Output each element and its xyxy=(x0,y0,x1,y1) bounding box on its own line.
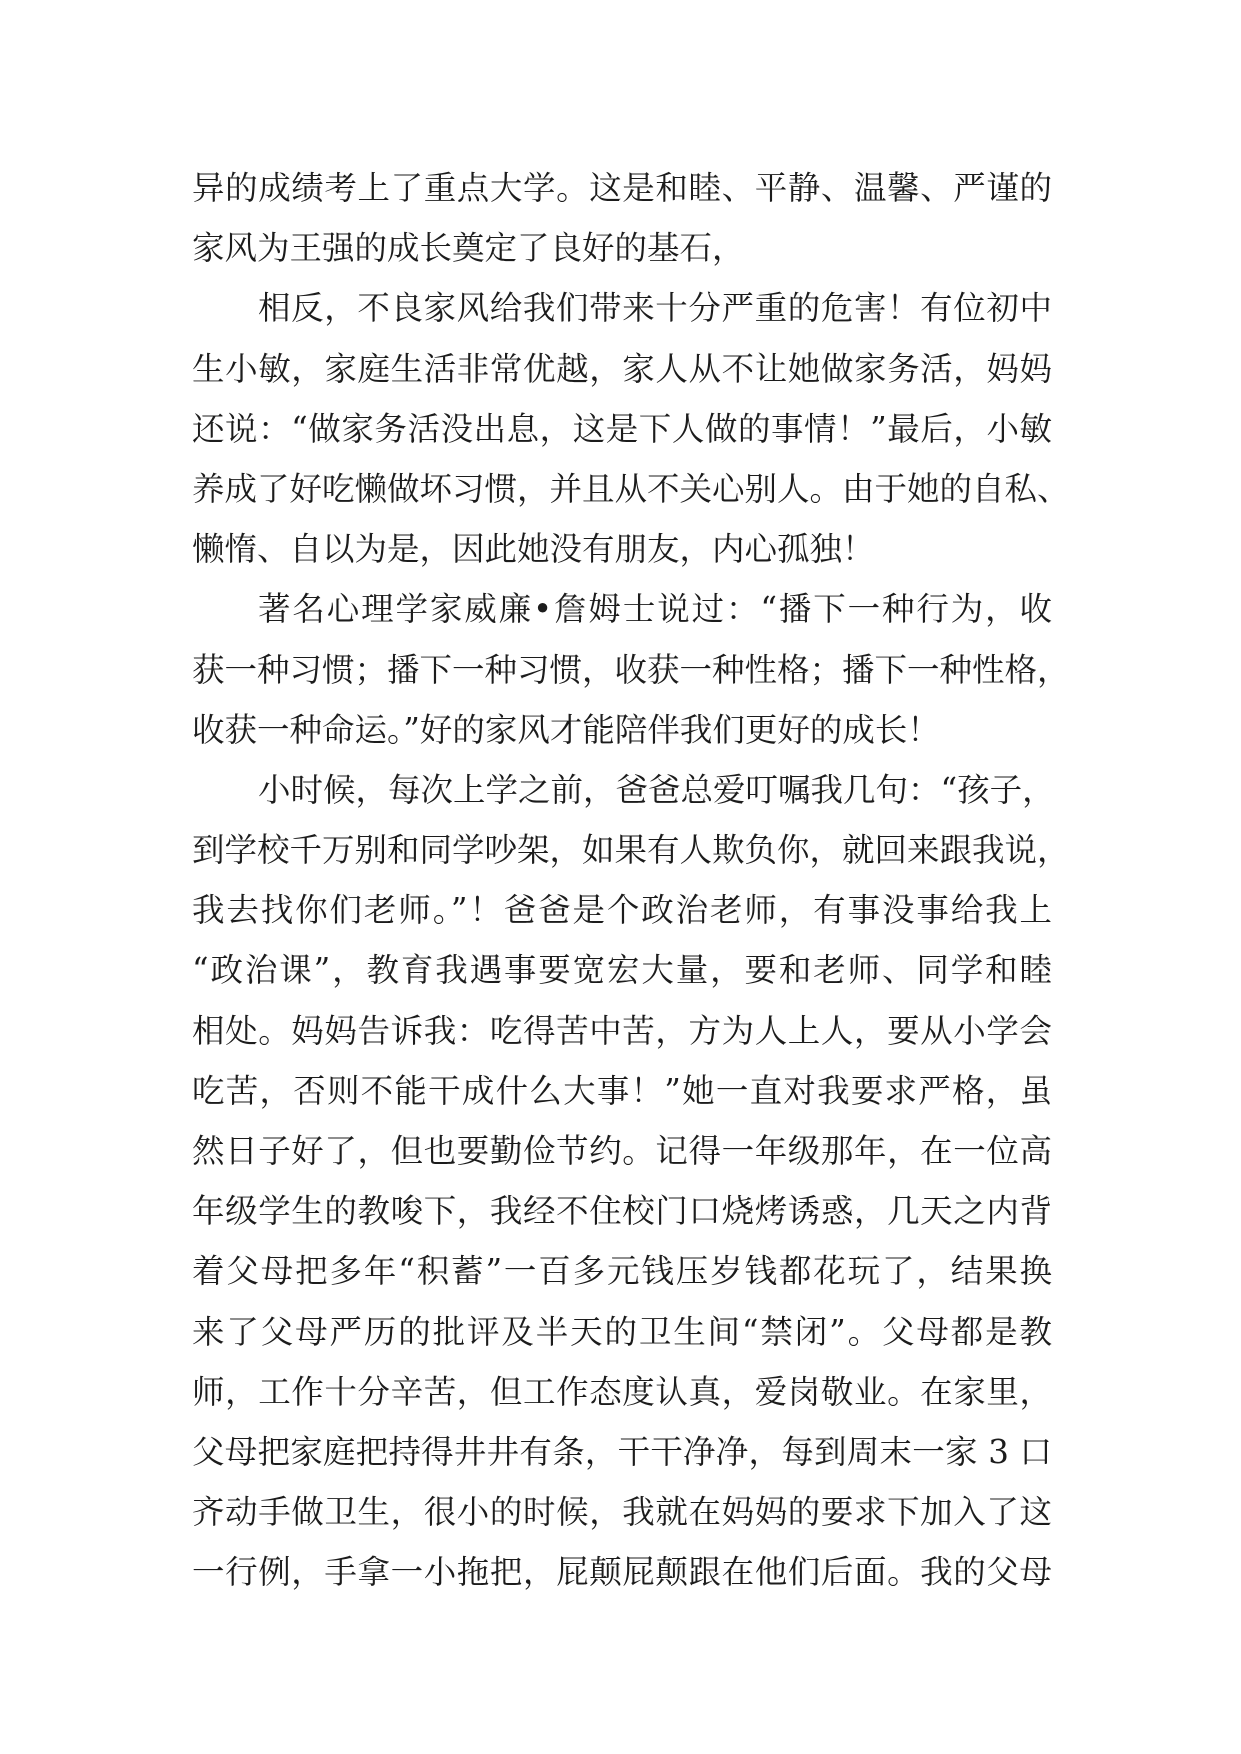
text-line: 懒惰、自以为是，因此她没有朋友，内心孤独！ xyxy=(192,530,875,569)
text-line: 师，工作十分辛苦，但工作态度认真，爱岗敬业。在家里， xyxy=(192,1372,1052,1411)
text-line: “政治课”，教育我遇事要宽宏大量，要和老师、同学和睦 xyxy=(192,951,1052,990)
text-line: 年级学生的教唆下，我经不住校门口烧烤诱惑，几天之内背 xyxy=(192,1192,1052,1231)
text-line: 养成了好吃懒做坏习惯，并且从不关心别人。由于她的自私、 xyxy=(192,469,1070,508)
text-line: 获一种习惯；播下一种习惯，收获一种性格；播下一种性格， xyxy=(192,650,1070,689)
text-line: 着父母把多年“积蓄”一百多元钱压岁钱都花玩了，结果换 xyxy=(192,1252,1052,1291)
paragraph-first-line: 著名心理学家威廉•詹姆士说过：“播下一种行为，收 xyxy=(258,590,1052,629)
text-line: 相处。妈妈告诉我：吃得苦中苦，方为人上人，要从小学会 xyxy=(192,1011,1052,1050)
text-line: 生小敏，家庭生活非常优越，家人从不让她做家务活，妈妈 xyxy=(192,349,1052,388)
text-line: 来了父母严历的批评及半天的卫生间“禁闭”。父母都是教 xyxy=(192,1312,1052,1351)
text-line: 一行例，手拿一小拖把，屁颠屁颠跟在他们后面。我的父母 xyxy=(192,1553,1052,1592)
text-line: 吃苦，否则不能干成什么大事！”她一直对我要求严格，虽 xyxy=(192,1071,1052,1110)
text-line: 到学校千万别和同学吵架，如果有人欺负你，就回来跟我说， xyxy=(192,831,1070,870)
text-line: 收获一种命运。”好的家风才能陪伴我们更好的成长！ xyxy=(192,710,940,749)
text-line: 还说：“做家务活没出息，这是下人做的事情！”最后，小敏 xyxy=(192,409,1052,448)
paragraph-first-line: 相反，不良家风给我们带来十分严重的危害！有位初中 xyxy=(258,289,1052,328)
text-line: 父母把家庭把持得井井有条，干干净净，每到周末一家 3 口 xyxy=(192,1432,1052,1471)
paragraph-first-line: 小时候，每次上学之前，爸爸总爱叮嘱我几句：“孩子， xyxy=(258,770,1055,809)
text-line: 异的成绩考上了重点大学。这是和睦、平静、温馨、严谨的 xyxy=(192,169,1052,207)
text-line: 然日子好了，但也要勤俭节约。记得一年级那年，在一位高 xyxy=(192,1132,1052,1170)
body-text xyxy=(192,158,1070,1603)
text-line: 我去找你们老师。”！爸爸是个政治老师，有事没事给我上 xyxy=(192,891,1052,930)
text-line: 齐动手做卫生，很小的时候，我就在妈妈的要求下加入了这 xyxy=(192,1493,1052,1532)
text-line: 家风为王强的成长奠定了良好的基石， xyxy=(192,229,745,268)
